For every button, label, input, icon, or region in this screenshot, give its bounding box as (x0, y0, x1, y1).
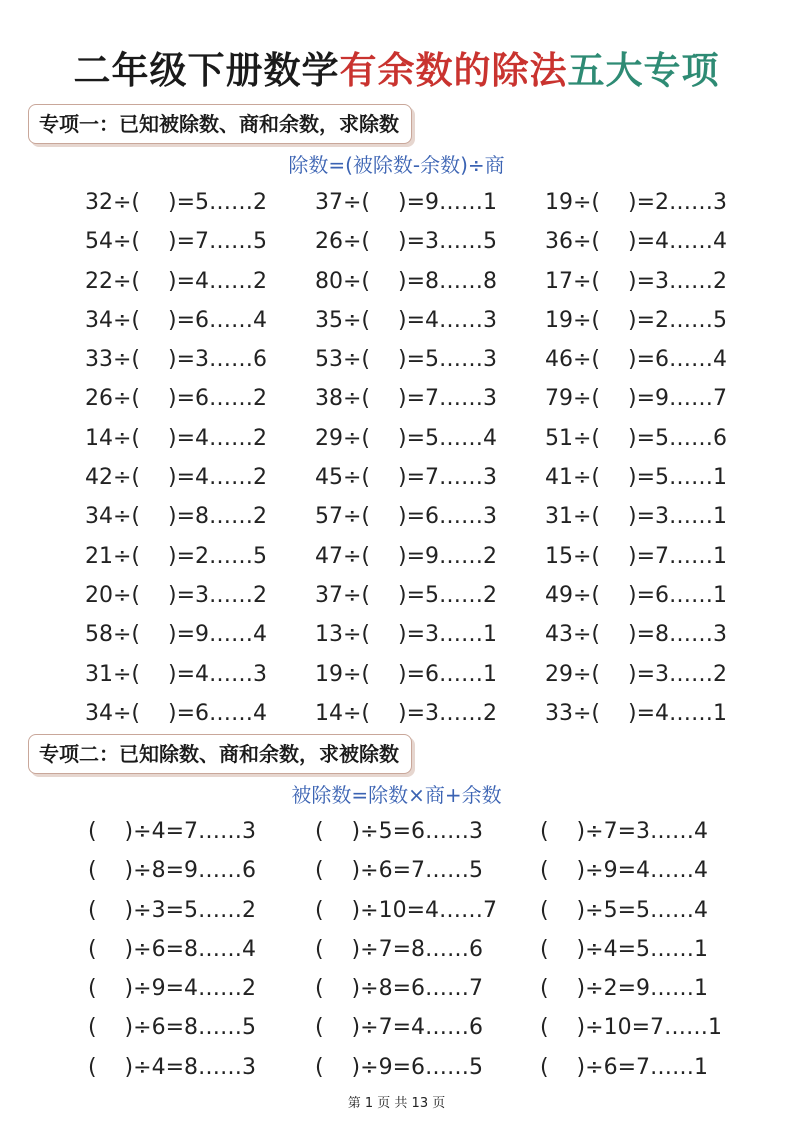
division-problem: 54÷( )=7……5 (85, 229, 267, 255)
division-problem: 46÷( )=6……4 (545, 347, 727, 373)
problem-row (0, 694, 793, 733)
division-problem: ( )÷9=6……5 (315, 1054, 483, 1080)
title-part-grade: 二年级下册数学 (73, 48, 340, 92)
division-problem: 47÷( )=9……2 (315, 543, 497, 569)
division-problem: 45÷( )=7……3 (315, 465, 497, 491)
division-problem: 14÷( )=4……2 (85, 425, 267, 451)
section1-problem-grid (0, 183, 793, 733)
division-problem: 19÷( )=2……5 (545, 307, 727, 333)
division-problem: 31÷( )=3……1 (545, 504, 727, 530)
division-problem: 79÷( )=9……7 (545, 386, 727, 412)
division-problem: 49÷( )=6……1 (545, 582, 727, 608)
problem-row (0, 655, 793, 694)
division-problem: 21÷( )=2……5 (85, 543, 267, 569)
section1-header: 专项一：已知被除数、商和余数，求除数 (28, 104, 412, 144)
division-problem: ( )÷2=9……1 (540, 976, 708, 1002)
problem-row (0, 537, 793, 576)
problem-row (0, 812, 793, 851)
division-problem: 42÷( )=4……2 (85, 465, 267, 491)
division-problem: 38÷( )=7……3 (315, 386, 497, 412)
division-problem: ( )÷6=7……1 (540, 1054, 708, 1080)
division-problem: ( )÷9=4……4 (540, 858, 708, 884)
division-problem: 35÷( )=4……3 (315, 307, 497, 333)
problem-row (0, 340, 793, 379)
title-part-special: 五大专项 (567, 48, 720, 92)
problem-row (0, 419, 793, 458)
division-problem: 22÷( )=4……2 (85, 268, 267, 294)
page-footer: 第 1 页 共 13 页 (347, 1096, 446, 1111)
division-problem: ( )÷6=8……5 (88, 1015, 256, 1041)
page-title (0, 40, 793, 94)
problem-row (0, 497, 793, 536)
division-problem: ( )÷4=8……3 (88, 1054, 256, 1080)
problem-row (0, 1008, 793, 1047)
problem-row (0, 930, 793, 969)
division-problem: 43÷( )=8……3 (545, 622, 727, 648)
division-problem: 19÷( )=6……1 (315, 661, 497, 687)
division-problem: 29÷( )=5……4 (315, 425, 497, 451)
division-problem: 34÷( )=6……4 (85, 700, 267, 726)
division-problem: 41÷( )=5……1 (545, 465, 727, 491)
division-problem: 33÷( )=3……6 (85, 347, 267, 373)
division-problem: 53÷( )=5……3 (315, 347, 497, 373)
division-problem: 33÷( )=4……1 (545, 700, 727, 726)
division-problem: ( )÷4=5……1 (540, 936, 708, 962)
division-problem: 57÷( )=6……3 (315, 504, 497, 530)
division-problem: ( )÷10=7……1 (540, 1015, 722, 1041)
division-problem: 20÷( )=3……2 (85, 582, 267, 608)
division-problem: ( )÷8=9……6 (88, 858, 256, 884)
division-problem: ( )÷6=7……5 (315, 858, 483, 884)
division-problem: 13÷( )=3……1 (315, 622, 497, 648)
division-problem: ( )÷7=4……6 (315, 1015, 483, 1041)
division-problem: ( )÷5=5……4 (540, 897, 708, 923)
division-problem: 37÷( )=9……1 (315, 190, 497, 215)
title-part-topic: 有余数的除法 (339, 48, 568, 92)
division-problem: 26÷( )=6……2 (85, 386, 267, 412)
division-problem: ( )÷7=8……6 (315, 936, 483, 962)
section2-header: 专项二：已知除数、商和余数，求被除数 (28, 734, 412, 774)
division-problem: ( )÷5=6……3 (315, 819, 483, 844)
division-problem: 31÷( )=4……3 (85, 661, 267, 687)
problem-row (0, 222, 793, 261)
division-problem: 19÷( )=2……3 (545, 190, 727, 215)
division-problem: 80÷( )=8……8 (315, 268, 497, 294)
section2-formula: 被除数=除数×商+余数 (291, 783, 502, 807)
division-problem: ( )÷6=8……4 (88, 936, 256, 962)
problem-row (0, 458, 793, 497)
division-problem: ( )÷8=6……7 (315, 976, 483, 1002)
problem-row (0, 576, 793, 615)
division-problem: ( )÷3=5……2 (88, 897, 256, 923)
problem-row (0, 262, 793, 301)
problem-row (0, 891, 793, 930)
division-problem: 37÷( )=5……2 (315, 582, 497, 608)
division-problem: 34÷( )=8……2 (85, 504, 267, 530)
division-problem: 58÷( )=9……4 (85, 622, 267, 648)
division-problem: 15÷( )=7……1 (545, 543, 727, 569)
problem-row (0, 615, 793, 654)
division-problem: 14÷( )=3……2 (315, 700, 497, 726)
division-problem: 51÷( )=5……6 (545, 425, 727, 451)
section1-formula: 除数=(被除数-余数)÷商 (288, 153, 505, 177)
section2-problem-grid (0, 812, 793, 1087)
division-problem: ( )÷9=4……2 (88, 976, 256, 1002)
problem-row (0, 379, 793, 418)
problem-row (0, 301, 793, 340)
division-problem: 17÷( )=3……2 (545, 268, 727, 294)
division-problem: ( )÷7=3……4 (540, 819, 708, 844)
problem-row (0, 183, 793, 222)
division-problem: 36÷( )=4……4 (545, 229, 727, 255)
division-problem: ( )÷4=7……3 (88, 819, 256, 844)
problem-row (0, 1048, 793, 1087)
division-problem: 26÷( )=3……5 (315, 229, 497, 255)
division-problem: 34÷( )=6……4 (85, 307, 267, 333)
problem-row (0, 969, 793, 1008)
division-problem: ( )÷10=4……7 (315, 897, 497, 923)
division-problem: 32÷( )=5……2 (85, 190, 267, 215)
problem-row (0, 851, 793, 890)
division-problem: 29÷( )=3……2 (545, 661, 727, 687)
